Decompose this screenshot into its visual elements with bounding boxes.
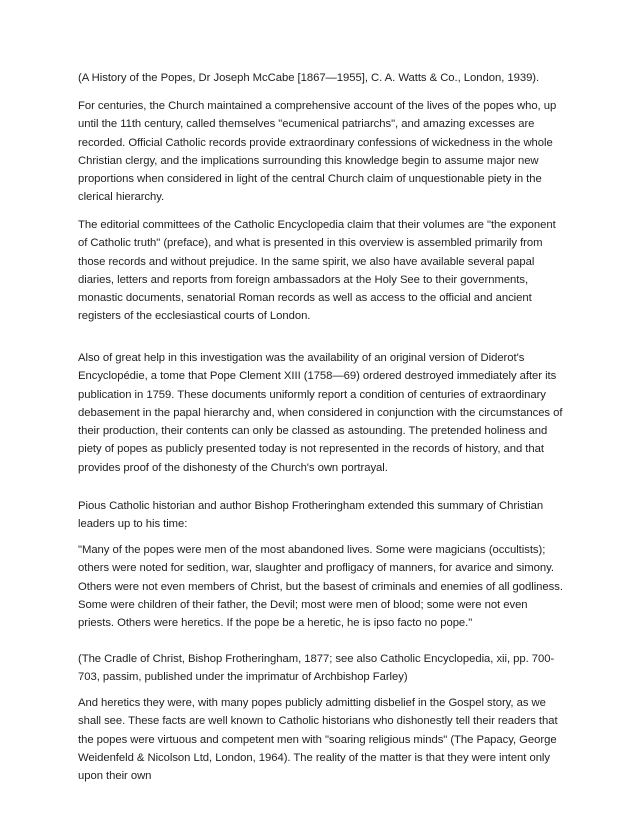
citation-cradle-of-christ: (The Cradle of Christ, Bishop Frotheringham, 1877; see also Catholic Encyclopedia, xii, pp. 700-703, passim, published under the imprimatur of Archbishop Farley) [78,653,555,684]
citation-mccabe: (A History of the Popes, Dr Joseph McCabe [1867—1955], C. A. Watts & Co., London, 1939). [78,72,540,84]
frotheringham-quote: "Many of the popes were men of the most abandoned lives. Some were magicians (occultists); others were noted for sedition, war, slaughter and profligacy of manners, for avarice and simony. Others were not even members of Christ, but the basest of criminals and enemies of all godliness. Some were children of their father, the Devil; most were men of blood; some were not even priests. Others were heretics. If the pope be a heretic, he is ipso facto no pope." [78,544,563,630]
paragraph-frotheringham-intro: Pious Catholic historian and author Bishop Frotheringham extended this summary of Christian leaders up to his time: [78,500,544,531]
paragraph-heretics: And heretics they were, with many popes publicly admitting disbelief in the Gospel story, as we shall see. These facts are well known to Catholic historians who dishonestly tell their readers that the popes were virtuous and competent men with "soaring religious minds" (The Papacy, George Weidenfeld & Nicolson Ltd, London, 1964). The reality of the matter is that they were intent only upon their own [78,697,558,783]
paragraph-catholic-encyclopedia: The editorial committees of the Catholic Encyclopedia claim that their volumes are "the exponent of Catholic truth" (preface), and what is presented in this overview is assembled primarily from those records and without prejudice. In the same spirit, we also have available several papal diaries, letters and reports from foreign ambassadors at the Holy See to their governments, monastic documents, senatorial Roman records as well as access to the official and ancient registers of the ecclesiastical courts of London. [78,219,556,323]
paragraph-church-records: For centuries, the Church maintained a comprehensive account of the lives of the popes who, up until the 11th century, called themselves "ecumenical patriarchs", and amazing excesses are recorded. Official Catholic records provide extraordinary confessions of wickedness in the whole Christian clergy, and the implications surrounding this knowledge begin to assume major new proportions when considered in light of the central Church claim of unquestionable piety in the clerical hierarchy. [78,100,557,204]
paragraph-diderot-encyclopedie: Also of great help in this investigation was the availability of an original version of Diderot's Encyclopédie, a tome that Pope Clement XIII (1758—69) ordered destroyed immediately after its publication in 1759. These documents uniformly report a condition of centuries of extraordinary debasement in the papal hierarchy and, when considered in conjunction with the circumstances of their production, their contents can only be classed as astounding. The pretended holiness and piety of popes as publicly presented today is not represented in the records of history, and that provides proof of the dishonesty of the Church's own portrayal. [78,352,563,474]
